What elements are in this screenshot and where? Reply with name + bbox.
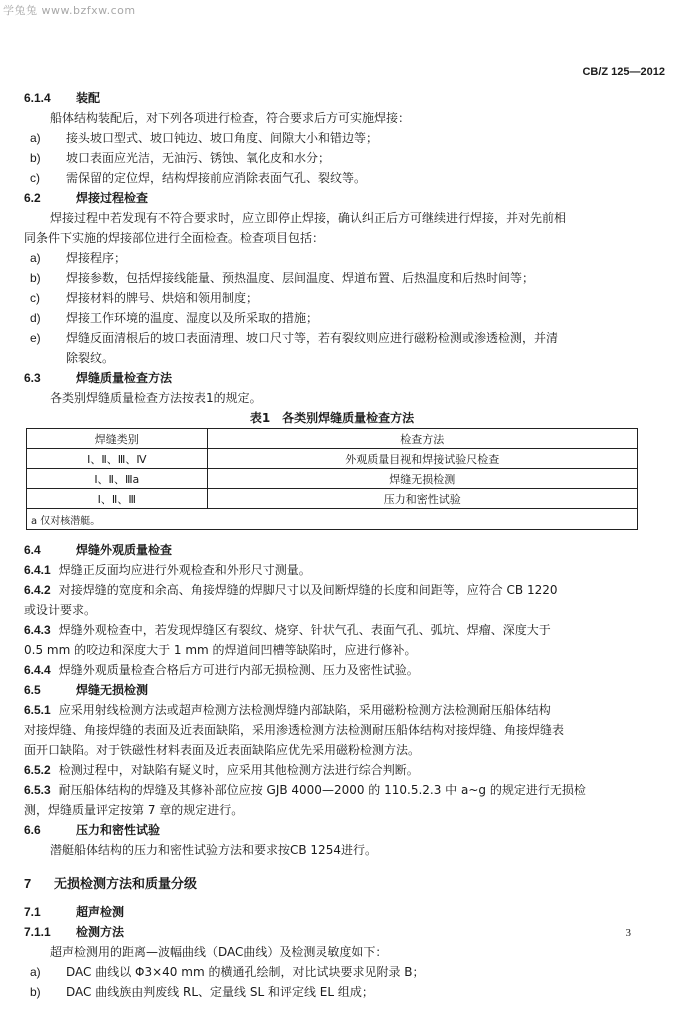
clause-6-4-4 (24, 660, 640, 680)
list-text: 需保留的定位焊，结构焊接前应消除表面气孔、裂纹等。 (66, 171, 367, 185)
table-cell: 外观质量目视和焊接试验尺检查 (207, 449, 637, 469)
list-item (24, 128, 640, 148)
list-marker: c) (30, 171, 40, 185)
clause-number: 6.4.4 (24, 663, 51, 677)
list-text: 焊接程序； (66, 251, 127, 265)
section-title: 超声检测 (76, 905, 125, 919)
section-6-6-heading (24, 820, 640, 840)
list-item (24, 962, 640, 982)
table-note: a 仅对核潜艇。 (27, 509, 638, 530)
list-marker: a) (30, 131, 41, 145)
list-text: 焊接工作环境的温度、湿度以及所采取的措施； (66, 311, 319, 325)
clause-number: 6.5.3 (24, 783, 51, 797)
list-marker: d) (30, 311, 41, 325)
section-6-1-4-heading (24, 88, 640, 108)
clause-continuation: 或设计要求。 (24, 603, 97, 617)
page-content (24, 88, 640, 1002)
clause-text: 检测过程中，对缺陷有疑义时，应采用其他检测方法进行综合判断。 (58, 763, 419, 777)
section-6-3-heading (24, 368, 640, 388)
chapter-7-heading (24, 872, 640, 896)
list-marker: b) (30, 271, 41, 285)
list-text: 接头坡口型式、坡口钝边、坡口角度、间隙大小和错边等； (66, 131, 379, 145)
clause-6-5-1 (24, 700, 640, 720)
paragraph: 各类别焊缝质量检查方法按表1的规定。 (50, 391, 262, 405)
section-number: 6.5 (24, 683, 41, 697)
paragraph-continuation: 同条件下实施的焊接部位进行全面检查。检查项目包括： (24, 231, 325, 245)
clause-6-5-2 (24, 760, 640, 780)
section-number: 7.1.1 (24, 925, 51, 939)
table-caption: 表1 各类别焊缝质量检查方法 (249, 411, 415, 425)
chapter-number: 7 (24, 876, 32, 891)
list-item (24, 168, 640, 188)
list-item (24, 288, 640, 308)
document-number: CB/Z 125—2012 (582, 66, 665, 78)
list-item (24, 308, 640, 328)
inspection-method-table (26, 428, 638, 530)
list-text: 坡口表面应光洁，无油污、锈蚀、氧化皮和水分； (66, 151, 331, 165)
section-number: 6.2 (24, 191, 41, 205)
section-title: 焊缝无损检测 (76, 683, 149, 697)
clause-6-4-1 (24, 560, 640, 580)
list-marker: e) (30, 331, 41, 345)
section-number: 6.1.4 (24, 91, 51, 105)
clause-text: 焊缝正反面均应进行外观检查和外形尺寸测量。 (58, 563, 311, 577)
paragraph: 焊接过程中若发现有不符合要求时，应立即停止焊接，确认纠正后方可继续进行焊接，并对先前相 (50, 211, 567, 225)
paragraph: 超声检测用的距离—波幅曲线（DAC曲线）及检测灵敏度如下： (50, 945, 388, 959)
clause-6-4-2 (24, 580, 640, 600)
clause-continuation: 对接焊缝、角接焊缝的表面及近表面缺陷，采用渗透检测方法检测耐压船体结构对接焊缝、角接焊缝表 (24, 723, 565, 737)
section-title: 装配 (76, 91, 101, 105)
table-row (27, 449, 638, 469)
clause-text: 应采用射线检测方法或超声检测方法检测焊缝内部缺陷，采用磁粉检测方法检测耐压船体结构 (58, 703, 551, 717)
list-item (24, 328, 640, 368)
clause-continuation: 0.5 mm 的咬边和深度大于 1 mm 的焊道间凹槽等缺陷时，应进行修补。 (24, 643, 417, 657)
table-row (27, 489, 638, 509)
section-title: 焊接过程检查 (76, 191, 149, 205)
section-7-1-heading (24, 902, 640, 922)
list-text: 焊接材料的牌号、烘焙和领用制度； (66, 291, 259, 305)
section-6-2-heading (24, 188, 640, 208)
clause-number: 6.4.3 (24, 623, 51, 637)
section-number: 7.1 (24, 905, 41, 919)
chapter-title: 无损检测方法和质量分级 (54, 877, 198, 892)
watermark: 学兔兔 www.bzfxw.com (3, 4, 136, 17)
list-text: 焊缝反面清根后的坡口表面清理、坡口尺寸等，若有裂纹则应进行磁粉检测或渗透检测，并清 (66, 331, 559, 345)
clause-6-4-3 (24, 620, 640, 640)
list-marker: a) (30, 965, 41, 979)
table-header-row (27, 429, 638, 449)
clause-number: 6.4.2 (24, 583, 51, 597)
table-cell: Ⅰ、Ⅱ、Ⅲ (27, 489, 208, 509)
table-note-row (27, 509, 638, 530)
list-marker: c) (30, 291, 40, 305)
list-text: DAC 曲线以 Φ3×40 mm 的横通孔绘制，对比试块要求见附录 B； (66, 965, 425, 979)
table-cell: Ⅰ、Ⅱ、Ⅲa (27, 469, 208, 489)
table-cell: 压力和密性试验 (207, 489, 637, 509)
section-title: 检测方法 (76, 925, 125, 939)
table-cell: Ⅰ、Ⅱ、Ⅲ、Ⅳ (27, 449, 208, 469)
list-marker: b) (30, 151, 41, 165)
paragraph: 潜艇船体结构的压力和密性试验方法和要求按CB 1254进行。 (50, 843, 377, 857)
section-6-4-heading (24, 540, 640, 560)
table-header-cell: 焊缝类别 (27, 429, 208, 449)
list-marker: b) (30, 985, 41, 999)
table-cell: 焊缝无损检测 (207, 469, 637, 489)
list-text: 焊接参数，包括焊接线能量、预热温度、层间温度、焊道布置、后热温度和后热时间等； (66, 271, 535, 285)
clause-text: 焊缝外观检查中，若发现焊缝区有裂纹、烧穿、针状气孔、表面气孔、弧坑、焊瘤、深度大于 (58, 623, 551, 637)
clause-6-5-3 (24, 780, 640, 800)
list-item (24, 268, 640, 288)
clause-text: 耐压船体结构的焊缝及其修补部位应按 GJB 4000—2000 的 110.5.2.3 中 a~g 的规定进行无损检 (58, 783, 586, 797)
list-item (24, 982, 640, 1002)
list-text: DAC 曲线族由判废线 RL、定量线 SL 和评定线 EL 组成； (66, 985, 374, 999)
clause-number: 6.5.2 (24, 763, 51, 777)
section-title: 压力和密性试验 (76, 823, 161, 837)
clause-continuation: 面开口缺陷。对于铁磁性材料表面及近表面缺陷应优先采用磁粉检测方法。 (24, 743, 421, 757)
clause-continuation: 测，焊缝质量评定按第 7 章的规定进行。 (24, 803, 244, 817)
section-6-5-heading (24, 680, 640, 700)
section-number: 6.6 (24, 823, 41, 837)
clause-text: 焊缝外观质量检查合格后方可进行内部无损检测、压力及密性试验。 (58, 663, 419, 677)
list-text-continuation: 除裂纹。 (66, 351, 115, 365)
paragraph: 船体结构装配后，对下列各项进行检查，符合要求后方可实施焊接： (50, 111, 411, 125)
clause-number: 6.5.1 (24, 703, 51, 717)
section-number: 6.4 (24, 543, 41, 557)
section-title: 焊缝质量检查方法 (76, 371, 173, 385)
table-row (27, 469, 638, 489)
clause-number: 6.4.1 (24, 563, 51, 577)
page-number: 3 (625, 927, 631, 939)
table-header-cell: 检查方法 (207, 429, 637, 449)
list-item (24, 248, 640, 268)
list-marker: a) (30, 251, 41, 265)
section-7-1-1-heading (24, 922, 640, 942)
section-title: 焊缝外观质量检查 (76, 543, 173, 557)
list-item (24, 148, 640, 168)
clause-text: 对接焊缝的宽度和余高、角接焊缝的焊脚尺寸以及间断焊缝的长度和间距等，应符合 CB 1220 (58, 583, 558, 597)
section-number: 6.3 (24, 371, 41, 385)
